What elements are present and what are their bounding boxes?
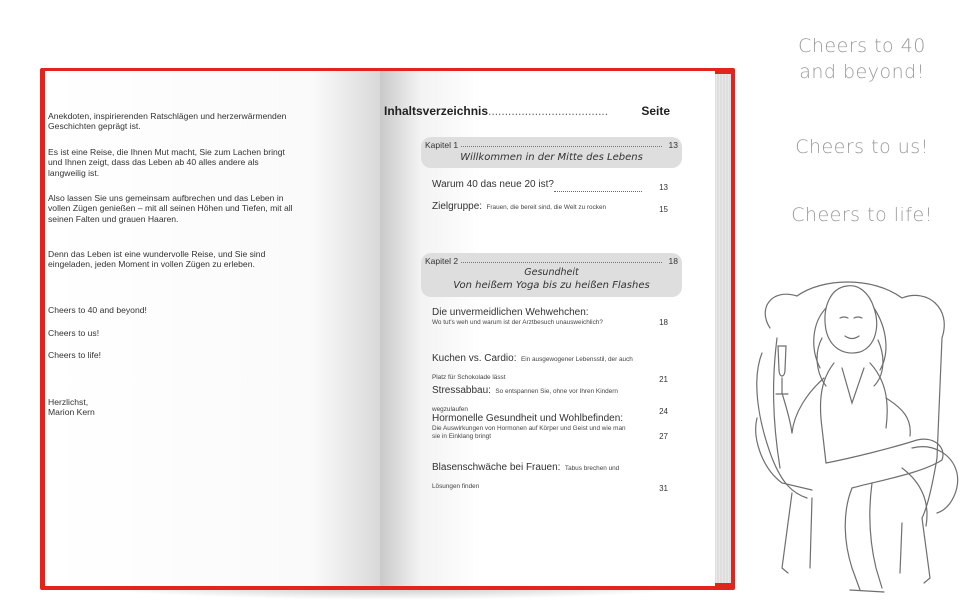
entry-subtitle: Frauen, die bereit sind, die Welt zu rocken: [486, 204, 607, 211]
entry-subtitle: Die Auswirkungen von Hormonen auf Körper und Geist und wie man sie in Einklang bringt: [432, 425, 626, 440]
chapter-name-line-2: Von heißem Yoga bis zu heißen Flashes: [453, 280, 650, 291]
entry-dots: [554, 186, 642, 192]
left-cheers-3: Cheers to life!: [48, 350, 102, 360]
entry-heading: Blasenschwäche bei Frauen:: [432, 462, 561, 473]
woman-in-armchair-illustration: [752, 268, 964, 600]
left-cheers-2: Cheers to us!: [48, 328, 100, 338]
chapter-name-line-1: Gesundheit: [524, 267, 579, 278]
chapter-dots: [461, 146, 662, 147]
entry-heading: Warum 40 das neue 20 ist?: [432, 179, 554, 190]
toc-entry: [432, 457, 668, 493]
left-greeting: Herzlichst,: [48, 397, 89, 407]
left-paragraph-4: Denn das Leben ist eine wundervolle Reise, und Sie sind eingeladen, jeden Moment in vollen Zügen zu erleben.: [48, 249, 266, 270]
toc-entry: [432, 413, 668, 441]
toc-entry: [432, 348, 668, 384]
toc-dots: ....................................: [488, 104, 609, 118]
entry-subtitle: Tabus brechen und Lösungen finden: [432, 465, 620, 490]
entry-heading: Stressabbau:: [432, 385, 491, 396]
toc-entry: [432, 307, 668, 327]
toc-entry: [432, 196, 668, 214]
page-stack-edge: [715, 74, 731, 583]
entry-heading: Zielgruppe:: [432, 201, 483, 212]
toc-header: [384, 104, 670, 118]
entry-page: 31: [659, 484, 668, 493]
chapter-name: Willkommen in der Mitte des Lebens: [460, 152, 643, 163]
quote-line: and beyond!: [799, 61, 925, 83]
entry-heading: Hormonelle Gesundheit und Wohlbefinden:: [432, 413, 624, 424]
entry-page: 15: [659, 205, 668, 214]
quote-1: [762, 33, 962, 85]
left-paragraph-3: Also lassen Sie uns gemeinsam aufbrechen und das Leben in vollen Zügen genießen – mit all seinen Höhen und Tiefen, mit all seinen Falten und grauen Haaren.: [48, 193, 293, 224]
entry-heading: Die unvermeidlichen Wehwehchen:: [432, 307, 589, 318]
chapter-page: 13: [668, 140, 678, 150]
chapter-band-1: [421, 137, 682, 168]
quote-3: Cheers to life!: [791, 204, 933, 226]
toc-entry: [432, 380, 668, 416]
entry-subtitle: So entspannen Sie, ohne vor Ihren Kindern wegzulaufen: [432, 388, 618, 413]
entry-subtitle: Ein ausgewogener Lebensstil, der auch Platz für Schokolade lässt: [432, 356, 633, 381]
chapter-band-2: [421, 253, 682, 297]
entry-subtitle: Wo tut's weh und warum ist der Arztbesuch unausweichlich?: [432, 319, 603, 326]
chapter-dots: [461, 262, 662, 263]
chapter-label: Kapitel 1: [425, 140, 459, 150]
chapter-page: 18: [668, 256, 678, 266]
toc-entry: [432, 174, 668, 192]
chapter-label: Kapitel 2: [425, 256, 459, 266]
quote-line: Cheers to 40: [798, 35, 926, 57]
left-paragraph-1: Anekdoten, inspirierenden Ratschlägen und herzerwärmenden Geschichten geprägt ist.: [48, 111, 287, 132]
entry-page: 27: [659, 432, 668, 441]
toc-title: Inhaltsverzeichnis: [384, 104, 489, 118]
left-cheers-1: Cheers to 40 and beyond!: [48, 305, 147, 315]
toc-page-header: Seite: [641, 104, 670, 118]
left-author: Marion Kern: [48, 407, 95, 417]
entry-heading: Kuchen vs. Cardio:: [432, 353, 517, 364]
quote-2: Cheers to us!: [795, 136, 929, 158]
entry-page: 24: [659, 407, 668, 416]
left-paragraph-2: Es ist eine Reise, die Ihnen Mut macht, Sie zum Lachen bringt und Ihnen zeigt, dass das Leben ab 40 alles andere als langweilig ist.: [48, 147, 285, 178]
entry-page: 13: [659, 183, 668, 192]
entry-page: 18: [659, 318, 668, 327]
entry-page: 21: [659, 375, 668, 384]
